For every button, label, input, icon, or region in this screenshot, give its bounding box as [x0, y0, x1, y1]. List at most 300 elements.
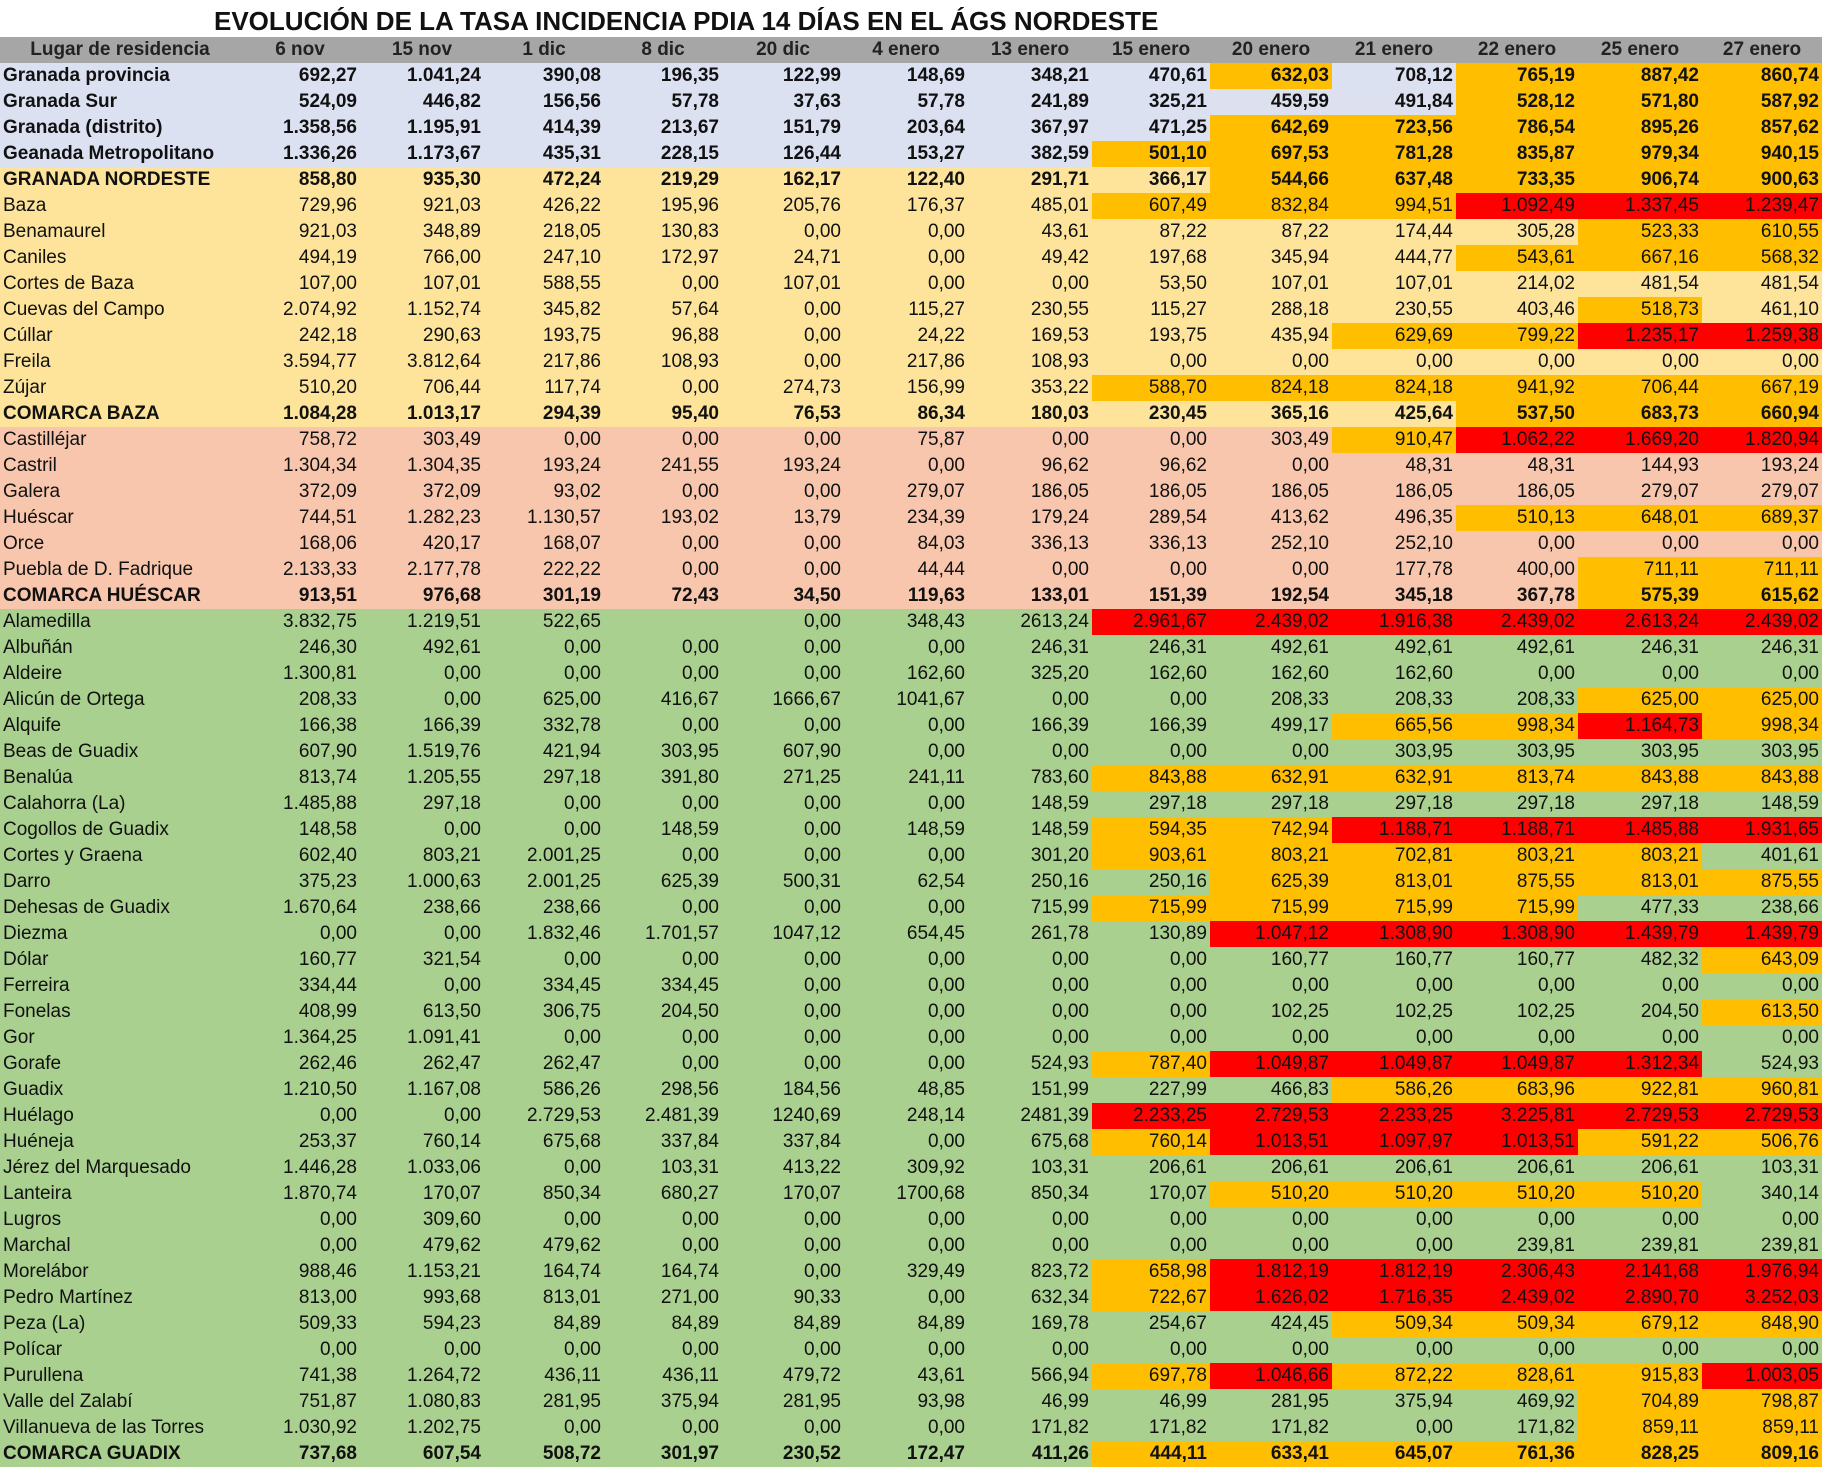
rate-cell: 46,99: [968, 1389, 1092, 1415]
rate-cell: 162,17: [722, 167, 844, 193]
rate-cell: 403,46: [1456, 297, 1578, 323]
rate-cell: 0,00: [844, 1129, 968, 1155]
rate-cell: 506,76: [1702, 1129, 1822, 1155]
rate-cell: 228,15: [604, 141, 722, 167]
rate-cell: 0,00: [844, 1415, 968, 1441]
rate-cell: 177,78: [1332, 557, 1456, 583]
rate-cell: 0,00: [722, 1337, 844, 1363]
rate-cell: 941,92: [1456, 375, 1578, 401]
rate-cell: 859,11: [1702, 1415, 1822, 1441]
rate-cell: 171,82: [1210, 1415, 1332, 1441]
rate-cell: 544,66: [1210, 167, 1332, 193]
rate-cell: 170,07: [1092, 1181, 1210, 1207]
rate-cell: 279,07: [1702, 479, 1822, 505]
rate-cell: 0,00: [604, 375, 722, 401]
rate-cell: 697,53: [1210, 141, 1332, 167]
rate-cell: 0,00: [484, 427, 604, 453]
rate-cell: 1.916,38: [1332, 609, 1456, 635]
rate-cell: 2.890,70: [1578, 1285, 1702, 1311]
rate-cell: 107,01: [360, 271, 484, 297]
rate-cell: 208,33: [1456, 687, 1578, 713]
rate-cell: 510,20: [1578, 1181, 1702, 1207]
rate-cell: 214,02: [1456, 271, 1578, 297]
rate-cell: 0,00: [1456, 1337, 1578, 1363]
rate-cell: 297,18: [1210, 791, 1332, 817]
rate-cell: 988,46: [240, 1259, 360, 1285]
rate-cell: 254,67: [1092, 1311, 1210, 1337]
rate-cell: 309,92: [844, 1155, 968, 1181]
rate-cell: 0,00: [844, 713, 968, 739]
rate-cell: 57,78: [844, 89, 968, 115]
rate-cell: 281,95: [1210, 1389, 1332, 1415]
rate-cell: 704,89: [1578, 1389, 1702, 1415]
rate-cell: 0,00: [1578, 1025, 1702, 1051]
rate-cell: 715,99: [1456, 895, 1578, 921]
rate-cell: 0,00: [968, 1025, 1092, 1051]
rate-cell: 1.062,22: [1456, 427, 1578, 453]
rate-cell: 222,22: [484, 557, 604, 583]
table-row: [0, 479, 1822, 505]
place-name: Granada (distrito): [0, 115, 240, 141]
rate-cell: 1.337,45: [1578, 193, 1702, 219]
rate-cell: 0,00: [844, 973, 968, 999]
rate-cell: 566,94: [968, 1363, 1092, 1389]
rate-cell: 1.308,90: [1332, 921, 1456, 947]
rate-cell: 37,63: [722, 89, 844, 115]
rate-cell: 262,46: [240, 1051, 360, 1077]
rate-cell: 130,83: [604, 219, 722, 245]
rate-cell: 246,30: [240, 635, 360, 661]
rate-cell: 921,03: [240, 219, 360, 245]
place-name: Granada Sur: [0, 89, 240, 115]
column-header: 15 enero: [1092, 37, 1210, 63]
rate-cell: 733,35: [1456, 167, 1578, 193]
rate-cell: 0,00: [1092, 973, 1210, 999]
place-name: Cortes de Baza: [0, 271, 240, 297]
rate-cell: 0,00: [1210, 349, 1332, 375]
rate-cell: 0,00: [1210, 453, 1332, 479]
rate-cell: 0,00: [722, 1207, 844, 1233]
rate-cell: 133,01: [968, 583, 1092, 609]
rate-cell: 722,67: [1092, 1285, 1210, 1311]
rate-cell: 1.264,72: [360, 1363, 484, 1389]
rate-cell: 2.233,25: [1332, 1103, 1456, 1129]
rate-cell: 0,00: [604, 479, 722, 505]
rate-cell: 1.870,74: [240, 1181, 360, 1207]
rate-cell: 1.701,57: [604, 921, 722, 947]
rate-cell: 242,18: [240, 323, 360, 349]
rate-cell: 632,34: [968, 1285, 1092, 1311]
rate-cell: 607,90: [240, 739, 360, 765]
rate-cell: 367,97: [968, 115, 1092, 141]
rate-cell: 1.485,88: [240, 791, 360, 817]
rate-cell: 262,47: [484, 1051, 604, 1077]
rate-cell: 321,54: [360, 947, 484, 973]
rate-cell: 751,87: [240, 1389, 360, 1415]
rate-cell: 192,54: [1210, 583, 1332, 609]
rate-cell: 715,99: [968, 895, 1092, 921]
rate-cell: 107,01: [722, 271, 844, 297]
rate-cell: 613,50: [1702, 999, 1822, 1025]
rate-cell: 1700,68: [844, 1181, 968, 1207]
rate-cell: 208,33: [240, 687, 360, 713]
rate-cell: 281,95: [722, 1389, 844, 1415]
rate-cell: 0,00: [604, 427, 722, 453]
rate-cell: 271,25: [722, 765, 844, 791]
place-name: Aldeire: [0, 661, 240, 687]
table-row: [0, 1155, 1822, 1181]
rate-cell: 325,21: [1092, 89, 1210, 115]
rate-cell: 813,01: [1332, 869, 1456, 895]
table-row: [0, 297, 1822, 323]
rate-cell: 632,91: [1210, 765, 1332, 791]
rate-cell: 459,59: [1210, 89, 1332, 115]
rate-cell: 203,64: [844, 115, 968, 141]
place-name: Gor: [0, 1025, 240, 1051]
rate-cell: 367,78: [1456, 583, 1578, 609]
table-row: [0, 583, 1822, 609]
rate-cell: 0,00: [240, 1207, 360, 1233]
rate-cell: 348,43: [844, 609, 968, 635]
rate-cell: 87,22: [1210, 219, 1332, 245]
rate-cell: 625,00: [484, 687, 604, 713]
rate-cell: 835,87: [1456, 141, 1578, 167]
place-name: Cogollos de Guadix: [0, 817, 240, 843]
table-row: [0, 1051, 1822, 1077]
rate-cell: 0,00: [722, 895, 844, 921]
rate-cell: 0,00: [360, 1103, 484, 1129]
rate-cell: 472,24: [484, 167, 604, 193]
place-name: Lanteira: [0, 1181, 240, 1207]
rate-cell: 479,62: [360, 1233, 484, 1259]
rate-cell: 501,10: [1092, 141, 1210, 167]
rate-cell: 2.439,02: [1456, 609, 1578, 635]
rate-cell: 3.812,64: [360, 349, 484, 375]
rate-cell: 765,19: [1456, 63, 1578, 89]
rate-cell: 607,54: [360, 1441, 484, 1467]
rate-cell: 1.336,26: [240, 141, 360, 167]
rate-cell: 372,09: [240, 479, 360, 505]
rate-cell: 401,61: [1702, 843, 1822, 869]
rate-cell: 435,94: [1210, 323, 1332, 349]
rate-cell: 301,20: [968, 843, 1092, 869]
rate-cell: 645,07: [1332, 1441, 1456, 1467]
rate-cell: 353,22: [968, 375, 1092, 401]
rate-cell: 246,31: [968, 635, 1092, 661]
rate-cell: 248,14: [844, 1103, 968, 1129]
rate-cell: 993,68: [360, 1285, 484, 1311]
rate-cell: 151,39: [1092, 583, 1210, 609]
rate-cell: 1.202,75: [360, 1415, 484, 1441]
place-name: Granada provincia: [0, 63, 240, 89]
rate-cell: 813,74: [240, 765, 360, 791]
rate-cell: 44,44: [844, 557, 968, 583]
rate-cell: 2.306,43: [1456, 1259, 1578, 1285]
rate-cell: 632,03: [1210, 63, 1332, 89]
rate-cell: 164,74: [604, 1259, 722, 1285]
rate-cell: 0,00: [844, 271, 968, 297]
rate-cell: 253,37: [240, 1129, 360, 1155]
rate-cell: 0,00: [1092, 557, 1210, 583]
rate-cell: 499,17: [1210, 713, 1332, 739]
rate-cell: 0,00: [240, 1103, 360, 1129]
rate-cell: 832,84: [1210, 193, 1332, 219]
rate-cell: 843,88: [1702, 765, 1822, 791]
rate-cell: 446,82: [360, 89, 484, 115]
rate-cell: 1.084,28: [240, 401, 360, 427]
column-header: 27 enero: [1702, 37, 1822, 63]
rate-cell: 1.931,65: [1702, 817, 1822, 843]
rate-cell: 119,63: [844, 583, 968, 609]
rate-cell: 0,00: [844, 1337, 968, 1363]
table-row: [0, 921, 1822, 947]
place-name: Ferreira: [0, 973, 240, 999]
rate-cell: 711,11: [1702, 557, 1822, 583]
rate-cell: 741,38: [240, 1363, 360, 1389]
rate-cell: 510,20: [1332, 1181, 1456, 1207]
rate-cell: 1.976,94: [1702, 1259, 1822, 1285]
rate-cell: 654,45: [844, 921, 968, 947]
rate-cell: 470,61: [1092, 63, 1210, 89]
rate-cell: 1.047,12: [1210, 921, 1332, 947]
rate-cell: 648,01: [1578, 505, 1702, 531]
rate-cell: 0,00: [484, 635, 604, 661]
table-row: [0, 739, 1822, 765]
rate-cell: 148,59: [604, 817, 722, 843]
rate-cell: 0,00: [844, 895, 968, 921]
rate-cell: 0,00: [240, 1337, 360, 1363]
table-row: [0, 1415, 1822, 1441]
rate-cell: 0,00: [1578, 973, 1702, 999]
rate-cell: 786,54: [1456, 115, 1578, 141]
table-row: [0, 1441, 1822, 1467]
rate-cell: 799,22: [1456, 323, 1578, 349]
rate-cell: 1.358,56: [240, 115, 360, 141]
rate-cell: 0,00: [484, 1025, 604, 1051]
rate-cell: 0,00: [484, 1155, 604, 1181]
rate-cell: 1.153,21: [360, 1259, 484, 1285]
rate-cell: 509,33: [240, 1311, 360, 1337]
place-name: Peza (La): [0, 1311, 240, 1337]
column-header: 22 enero: [1456, 37, 1578, 63]
rate-cell: 297,18: [1332, 791, 1456, 817]
rate-cell: 0,00: [844, 219, 968, 245]
rate-cell: 375,23: [240, 869, 360, 895]
rate-cell: 524,09: [240, 89, 360, 115]
rate-cell: 915,83: [1578, 1363, 1702, 1389]
place-name: Dólar: [0, 947, 240, 973]
place-name: Alquife: [0, 713, 240, 739]
rate-cell: 1.130,57: [484, 505, 604, 531]
rate-cell: 337,84: [722, 1129, 844, 1155]
rate-cell: 2.729,53: [1702, 1103, 1822, 1129]
rate-cell: 196,35: [604, 63, 722, 89]
column-header: 20 dic: [722, 37, 844, 63]
rate-cell: 522,65: [484, 609, 604, 635]
rate-cell: 2.233,25: [1092, 1103, 1210, 1129]
place-name: Guadix: [0, 1077, 240, 1103]
rate-cell: 0,00: [1578, 1337, 1702, 1363]
table-row: [0, 1337, 1822, 1363]
rate-cell: 206,61: [1456, 1155, 1578, 1181]
rate-cell: 591,22: [1578, 1129, 1702, 1155]
rate-cell: 887,42: [1578, 63, 1702, 89]
rate-cell: 193,75: [484, 323, 604, 349]
rate-cell: 193,24: [1702, 453, 1822, 479]
rate-cell: 1.013,17: [360, 401, 484, 427]
rate-cell: 72,43: [604, 583, 722, 609]
rate-cell: 96,88: [604, 323, 722, 349]
rate-cell: 0,00: [722, 1051, 844, 1077]
rate-cell: 281,95: [484, 1389, 604, 1415]
rate-cell: 813,01: [1578, 869, 1702, 895]
rate-cell: 93,02: [484, 479, 604, 505]
rate-cell: 843,88: [1578, 765, 1702, 791]
rate-cell: 1.091,41: [360, 1025, 484, 1051]
rate-cell: 2.439,02: [1702, 609, 1822, 635]
rate-cell: 875,55: [1702, 869, 1822, 895]
rate-cell: 444,77: [1332, 245, 1456, 271]
place-name: COMARCA GUADIX: [0, 1441, 240, 1467]
rate-cell: 0,00: [722, 531, 844, 557]
rate-cell: 0,00: [968, 999, 1092, 1025]
rate-cell: 860,74: [1702, 63, 1822, 89]
rate-cell: 239,81: [1456, 1233, 1578, 1259]
rate-cell: 0,00: [1578, 661, 1702, 687]
rate-cell: 230,45: [1092, 401, 1210, 427]
rate-cell: 279,07: [1578, 479, 1702, 505]
rate-cell: 0,00: [604, 1051, 722, 1077]
rate-cell: 436,11: [484, 1363, 604, 1389]
rate-cell: 1.092,49: [1456, 193, 1578, 219]
rate-cell: 1.308,90: [1456, 921, 1578, 947]
rate-cell: 160,77: [240, 947, 360, 973]
rate-cell: 166,39: [968, 713, 1092, 739]
rate-cell: 2.613,24: [1578, 609, 1702, 635]
rate-cell: 84,89: [484, 1311, 604, 1337]
rate-cell: 239,81: [1702, 1233, 1822, 1259]
rate-cell: 976,68: [360, 583, 484, 609]
rate-cell: 297,18: [1456, 791, 1578, 817]
rate-cell: 0,00: [722, 999, 844, 1025]
rate-cell: 1.030,92: [240, 1415, 360, 1441]
rate-cell: 3.594,77: [240, 349, 360, 375]
rate-cell: 208,33: [1332, 687, 1456, 713]
table-row: [0, 63, 1822, 89]
rate-cell: 1.519,76: [360, 739, 484, 765]
rate-cell: 798,87: [1702, 1389, 1822, 1415]
rate-cell: 1.669,20: [1578, 427, 1702, 453]
rate-cell: 510,20: [240, 375, 360, 401]
place-name: Castril: [0, 453, 240, 479]
rate-cell: 160,77: [1332, 947, 1456, 973]
rate-cell: 43,61: [968, 219, 1092, 245]
table-row: [0, 609, 1822, 635]
rate-cell: 494,19: [240, 245, 360, 271]
rate-cell: 1.049,87: [1210, 1051, 1332, 1077]
rate-cell: 858,80: [240, 167, 360, 193]
rate-cell: 660,94: [1702, 401, 1822, 427]
rate-cell: 625,00: [1578, 687, 1702, 713]
place-name: Valle del Zalabí: [0, 1389, 240, 1415]
table-row: [0, 349, 1822, 375]
rate-cell: 290,63: [360, 323, 484, 349]
rate-cell: 1.364,25: [240, 1025, 360, 1051]
rate-cell: 96,62: [1092, 453, 1210, 479]
table-row: [0, 843, 1822, 869]
rate-cell: 337,84: [604, 1129, 722, 1155]
rate-cell: 306,75: [484, 999, 604, 1025]
rate-cell: 48,31: [1332, 453, 1456, 479]
rate-cell: 0,00: [484, 661, 604, 687]
rate-cell: 1.312,34: [1578, 1051, 1702, 1077]
rate-cell: 297,18: [1092, 791, 1210, 817]
place-name: Freila: [0, 349, 240, 375]
table-row: [0, 193, 1822, 219]
rate-cell: 95,40: [604, 401, 722, 427]
rate-cell: 900,63: [1702, 167, 1822, 193]
rate-cell: 0,00: [360, 973, 484, 999]
rate-cell: 0,00: [1702, 973, 1822, 999]
table-row: [0, 1129, 1822, 1155]
rate-cell: 2.481,39: [604, 1103, 722, 1129]
rate-cell: 602,40: [240, 843, 360, 869]
rate-cell: 0,00: [1210, 1207, 1332, 1233]
rate-cell: 760,14: [1092, 1129, 1210, 1155]
place-name: Huéneja: [0, 1129, 240, 1155]
rate-cell: 848,90: [1702, 1311, 1822, 1337]
rate-cell: 0,00: [844, 1285, 968, 1311]
rate-cell: 148,59: [968, 817, 1092, 843]
rate-cell: 34,50: [722, 583, 844, 609]
rate-cell: 2.729,53: [1210, 1103, 1332, 1129]
rate-cell: 303,95: [1702, 739, 1822, 765]
table-row: [0, 505, 1822, 531]
place-name: Orce: [0, 531, 240, 557]
rate-cell: 0,00: [240, 1233, 360, 1259]
rate-cell: 84,89: [722, 1311, 844, 1337]
place-name: Huéscar: [0, 505, 240, 531]
rate-cell: 823,72: [968, 1259, 1092, 1285]
rate-cell: 0,00: [844, 1233, 968, 1259]
rate-cell: 208,33: [1210, 687, 1332, 713]
rate-cell: 102,25: [1456, 999, 1578, 1025]
rate-cell: 234,39: [844, 505, 968, 531]
rate-cell: 1.439,79: [1578, 921, 1702, 947]
rate-cell: 219,29: [604, 167, 722, 193]
rate-cell: 0,00: [722, 661, 844, 687]
rate-cell: 1.164,73: [1578, 713, 1702, 739]
rate-cell: 910,47: [1332, 427, 1456, 453]
rate-cell: 492,61: [360, 635, 484, 661]
rate-cell: 122,99: [722, 63, 844, 89]
rate-cell: 420,17: [360, 531, 484, 557]
rate-cell: 332,78: [484, 713, 604, 739]
rate-cell: [604, 609, 722, 635]
table-row: [0, 1077, 1822, 1103]
place-name: COMARCA BAZA: [0, 401, 240, 427]
rate-cell: 115,27: [1092, 297, 1210, 323]
rate-cell: 510,20: [1210, 1181, 1332, 1207]
rate-cell: 246,31: [1578, 635, 1702, 661]
place-name: Morelábor: [0, 1259, 240, 1285]
rate-cell: 0,00: [844, 453, 968, 479]
rate-cell: 204,50: [604, 999, 722, 1025]
rate-cell: 108,93: [968, 349, 1092, 375]
rate-cell: 850,34: [968, 1181, 1092, 1207]
rate-cell: 0,00: [1332, 1207, 1456, 1233]
rate-cell: 492,61: [1210, 635, 1332, 661]
